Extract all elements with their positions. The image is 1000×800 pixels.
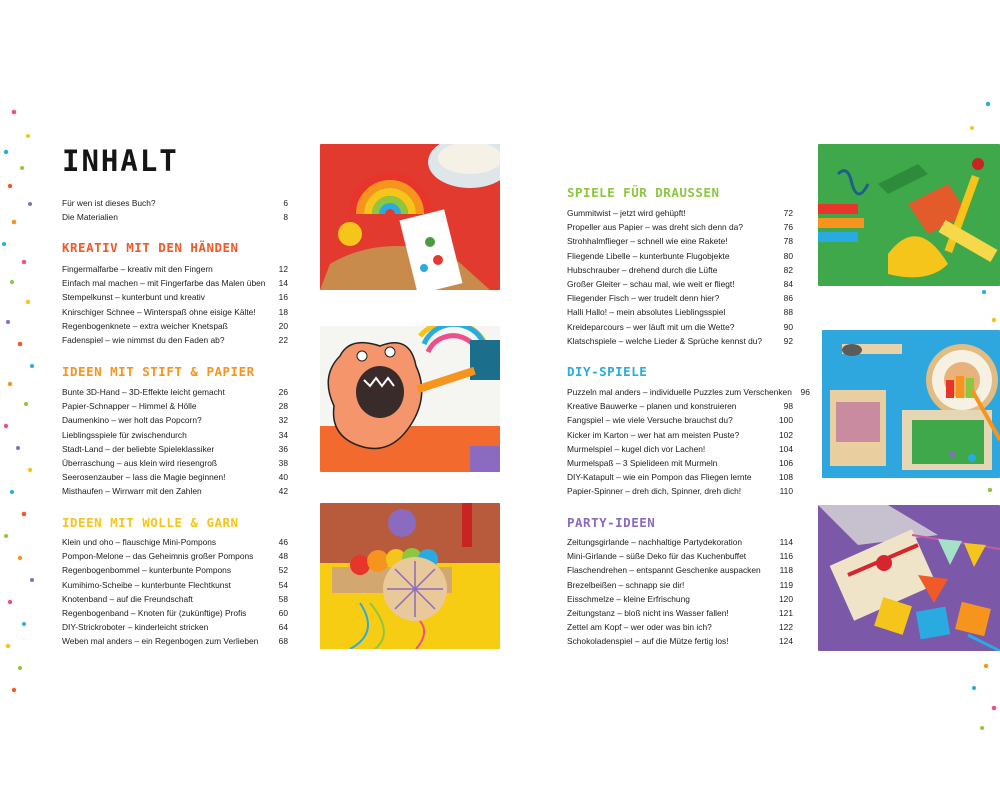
toc-entry[interactable]: [62, 399, 288, 413]
photo-kumihimo-pompons: [320, 503, 500, 649]
toc-entry[interactable]: [567, 634, 793, 648]
toc-entry-title: Weben mal anders – ein Regenbogen zum Verlieben: [62, 636, 259, 647]
toc-entry-title: Einfach mal machen – mit Fingerfarbe das Malen üben: [62, 278, 266, 289]
toc-entry[interactable]: [62, 578, 288, 592]
toc-entry-title: Eisschmelze – kleine Erfrischung: [567, 593, 690, 604]
toc-entry-title: Mini-Girlande – süße Deko für das Kuchenbuffet: [567, 551, 747, 562]
toc-entry-page: 68: [278, 636, 288, 647]
toc-entry-title: DIY-Strickroboter – kinderleicht stricken: [62, 622, 209, 633]
toc-entry-page: 12: [278, 264, 288, 274]
toc-entry-title: Regenbogenband – Knoten für (zukünftige) Profis: [62, 607, 247, 618]
toc-entry-title: Klein und oho – flauschige Mini-Pompons: [62, 537, 217, 547]
toc-entry-title: Papier-Spinner – dreh dich, Spinner, dreh dich!: [567, 486, 742, 497]
toc-entry[interactable]: [567, 305, 793, 319]
toc-entry-title: Zeitungstanz – bloß nicht ins Wasser fallen!: [567, 607, 729, 618]
toc-entry-page: 20: [278, 320, 288, 331]
toc-entry[interactable]: [62, 196, 288, 210]
toc-entry-title: Zeitungsgirlande – nachhaltige Partydekoration: [567, 537, 743, 547]
toc-entry-title: Daumenkino – wer holt das Popcorn?: [62, 415, 202, 426]
toc-entry[interactable]: [62, 276, 288, 290]
toc-entry-title: Fadenspiel – wie nimmst du den Faden ab?: [62, 334, 225, 345]
toc-entry[interactable]: [62, 319, 288, 333]
toc-entry[interactable]: [62, 592, 288, 606]
toc-entry[interactable]: [567, 456, 793, 470]
toc-entry-page: 84: [783, 278, 793, 289]
toc-entry-title: Misthaufen – Wirrwarr mit den Zahlen: [62, 486, 202, 497]
toc-entry[interactable]: [567, 470, 793, 484]
section-heading-draussen: SPIELE FÜR DRAUSSEN: [567, 185, 720, 200]
section-heading-stift-papier: IDEEN MIT STIFT & PAPIER: [62, 364, 255, 379]
toc-entry[interactable]: [567, 549, 793, 563]
toc-entry-title: Fingermalfarbe – kreativ mit den Fingern: [62, 264, 213, 274]
toc-entry-page: 36: [278, 443, 288, 454]
toc-entry-title: Regenbogenbommel – kunterbunte Pompons: [62, 565, 232, 576]
toc-entry-title: Schokoladenspiel – auf die Mütze fertig los!: [567, 636, 729, 647]
toc-entry-page: 104: [779, 443, 793, 454]
toc-entry-title: Großer Gleiter – schau mal, wie weit er fliegt!: [567, 278, 735, 289]
toc-entry-page: 32: [278, 415, 288, 426]
toc-entry-title: Fangspiel – wie viele Versuche brauchst du?: [567, 415, 733, 426]
toc-entry-title: Zettel am Kopf – wer oder was bin ich?: [567, 622, 712, 633]
toc-entry[interactable]: [567, 249, 793, 263]
toc-entry[interactable]: [567, 334, 793, 348]
toc-entry-title: Regenbogenknete – extra weicher Knetspaß: [62, 320, 228, 331]
toc-entry-page: 6: [283, 198, 288, 208]
toc-entry-page: 26: [278, 387, 288, 397]
toc-entry[interactable]: [62, 210, 288, 224]
toc-entry-title: Kumihimo-Scheibe – kunterbunte Flechtkunst: [62, 579, 231, 590]
toc-entry-page: 122: [779, 622, 793, 633]
toc-entry[interactable]: [567, 220, 793, 234]
toc-entry-page: 16: [278, 292, 288, 303]
toc-entry-page: 120: [779, 593, 793, 604]
toc-entry-page: 119: [779, 579, 793, 590]
toc-entry-page: 96: [800, 387, 810, 397]
toc-entry-title: Lieblingsspiele für zwischendurch: [62, 429, 187, 440]
toc-entry[interactable]: [567, 484, 793, 498]
toc-section-kreativ: [62, 262, 288, 347]
toc-entry-page: 52: [278, 565, 288, 576]
toc-entry[interactable]: [567, 563, 793, 577]
toc-entry-title: Stempelkunst – kunterbunt und kreativ: [62, 292, 205, 303]
toc-entry[interactable]: [62, 290, 288, 304]
toc-entry-title: Kreideparcours – wer läuft mit um die Wette?: [567, 321, 735, 332]
toc-entry[interactable]: [567, 535, 793, 549]
toc-entry-page: 28: [278, 401, 288, 412]
toc-entry-title: Die Materialien: [62, 212, 118, 223]
toc-entry-page: 86: [783, 293, 793, 304]
toc-entry-page: 76: [783, 222, 793, 233]
toc-entry-title: Pompon-Melone – das Geheimnis großer Pompons: [62, 551, 254, 562]
toc-entry-page: 34: [278, 429, 288, 440]
toc-entry[interactable]: [567, 606, 793, 620]
toc-entry-title: Hubschrauber – drehend durch die Lüfte: [567, 264, 718, 275]
toc-entry-page: 116: [779, 551, 793, 562]
photo-papierflieger: [818, 144, 1000, 286]
toc-entry-title: Gummitwist – jetzt wird gehüpft!: [567, 208, 686, 218]
toc-entry[interactable]: [567, 206, 793, 220]
toc-section-party: [567, 535, 793, 649]
toc-entry-title: Für wen ist dieses Buch?: [62, 198, 156, 208]
toc-entry-title: DIY-Katapult – wie ein Pompon das Fliegen lernte: [567, 472, 752, 483]
toc-entry[interactable]: [62, 549, 288, 563]
toc-intro-list: [62, 196, 288, 224]
toc-section-stift-papier: [62, 385, 288, 499]
toc-entry[interactable]: [567, 428, 793, 442]
toc-entry[interactable]: [62, 563, 288, 577]
toc-entry-title: Murmelspiel – kugel dich vor Lachen!: [567, 443, 706, 454]
toc-entry-title: Überraschung – aus klein wird riesengroß: [62, 457, 218, 468]
toc-entry-page: 124: [779, 636, 793, 647]
toc-entry-page: 60: [278, 607, 288, 618]
toc-entry-title: Knotenband – auf die Freundschaft: [62, 593, 193, 604]
toc-entry-page: 88: [783, 307, 793, 318]
toc-section-draussen: [567, 206, 793, 348]
toc-entry-title: Fliegender Fisch – wer trudelt denn hier?: [567, 293, 720, 304]
toc-entry-title: Flaschendrehen – entspannt Geschenke auspacken: [567, 565, 761, 576]
toc-entry-page: 18: [278, 306, 288, 317]
toc-entry[interactable]: [62, 620, 288, 634]
toc-entry-title: Fliegende Libelle – kunterbunte Flugobjekte: [567, 250, 730, 261]
toc-entry-page: 100: [779, 415, 793, 426]
toc-entry[interactable]: [62, 456, 288, 470]
toc-entry-page: 46: [278, 537, 288, 547]
toc-entry[interactable]: [567, 277, 793, 291]
toc-entry-page: 22: [278, 334, 288, 345]
toc-entry-page: 78: [783, 236, 793, 247]
toc-entry-page: 80: [783, 250, 793, 261]
toc-entry[interactable]: [62, 262, 288, 276]
toc-entry[interactable]: [62, 428, 288, 442]
page-title: INHALT: [62, 144, 179, 178]
toc-entry-page: 118: [779, 565, 793, 576]
photo-regenbogenknete: [320, 144, 500, 290]
toc-entry-title: Murmelspaß – 3 Spielideen mit Murmeln: [567, 457, 718, 468]
toc-entry-page: 98: [783, 401, 793, 412]
toc-entry[interactable]: [567, 234, 793, 248]
toc-entry-title: Klatschspiele – welche Lieder & Sprüche kennst du?: [567, 335, 763, 346]
toc-entry[interactable]: [567, 413, 793, 427]
photo-party-geschenke: [818, 505, 1000, 651]
toc-entry-page: 42: [278, 486, 288, 497]
toc-entry-title: Puzzeln mal anders – individuelle Puzzles zum Verschenken: [567, 387, 792, 397]
toc-entry[interactable]: [62, 535, 288, 549]
toc-entry-title: Propeller aus Papier – was dreht sich denn da?: [567, 222, 743, 233]
toc-entry-title: Kreative Bauwerke – planen und konstruieren: [567, 401, 737, 412]
toc-section-diy-spiele: [567, 385, 810, 499]
toc-entry[interactable]: [567, 620, 793, 634]
toc-entry-title: Halli Hallo! – mein absolutes Lieblingsspiel: [567, 307, 726, 318]
toc-section-wolle-garn: [62, 535, 288, 649]
toc-entry-title: Strohhalmflieger – schnell wie eine Rakete!: [567, 236, 728, 247]
toc-entry[interactable]: [567, 320, 793, 334]
toc-entry[interactable]: [62, 385, 288, 399]
toc-entry[interactable]: [62, 413, 288, 427]
toc-entry-page: 102: [779, 429, 793, 440]
toc-entry-page: 64: [278, 622, 288, 633]
toc-entry-title: Kicker im Karton – wer hat am meisten Puste?: [567, 429, 740, 440]
toc-entry-page: 82: [783, 264, 793, 275]
toc-entry-page: 72: [783, 208, 793, 218]
toc-entry-title: Papier-Schnapper – Himmel & Hölle: [62, 401, 197, 412]
toc-entry-page: 8: [283, 212, 288, 223]
section-heading-wolle-garn: IDEEN MIT WOLLE & GARN: [62, 515, 239, 530]
toc-entry-page: 40: [278, 472, 288, 483]
toc-entry-page: 54: [278, 579, 288, 590]
toc-entry[interactable]: [62, 634, 288, 648]
toc-entry-page: 48: [278, 551, 288, 562]
toc-entry-page: 92: [783, 335, 793, 346]
section-heading-kreativ: KREATIV MIT DEN HÄNDEN: [62, 240, 239, 255]
toc-entry-title: Seerosenzauber – lass die Magie beginnen!: [62, 472, 226, 483]
toc-entry-page: 110: [779, 486, 793, 497]
section-heading-party: PARTY-IDEEN: [567, 515, 656, 530]
toc-entry-page: 121: [779, 607, 793, 618]
toc-entry-page: 38: [278, 457, 288, 468]
toc-entry-page: 108: [779, 472, 793, 483]
toc-entry-title: Brezelbeißen – schnapp sie dir!: [567, 579, 685, 590]
toc-entry[interactable]: [567, 399, 793, 413]
toc-entry-title: Bunte 3D-Hand – 3D-Effekte leicht gemacht: [62, 387, 225, 397]
toc-entry-title: Stadt-Land – der beliebte Spieleklassiker: [62, 443, 215, 454]
toc-entry-page: 114: [779, 537, 793, 547]
toc-entry-page: 106: [779, 457, 793, 468]
toc-entry[interactable]: [62, 333, 288, 347]
toc-entry[interactable]: [567, 442, 793, 456]
toc-entry[interactable]: [62, 442, 288, 456]
toc-entry[interactable]: [567, 385, 810, 399]
toc-entry[interactable]: [62, 484, 288, 498]
toc-entry-title: Knirschiger Schnee – Winterspaß ohne eisige Kälte!: [62, 306, 256, 317]
toc-entry[interactable]: [62, 606, 288, 620]
photo-3d-monster: [320, 326, 500, 472]
toc-entry-page: 58: [278, 593, 288, 604]
toc-entry[interactable]: [62, 470, 288, 484]
photo-murmelspiel: [822, 330, 1000, 478]
section-heading-diy-spiele: DIY-SPIELE: [567, 364, 648, 379]
toc-entry-page: 90: [783, 321, 793, 332]
toc-entry-page: 14: [278, 278, 288, 289]
toc-entry[interactable]: [62, 305, 288, 319]
toc-entry[interactable]: [567, 263, 793, 277]
toc-entry[interactable]: [567, 578, 793, 592]
toc-entry[interactable]: [567, 592, 793, 606]
toc-entry[interactable]: [567, 291, 793, 305]
